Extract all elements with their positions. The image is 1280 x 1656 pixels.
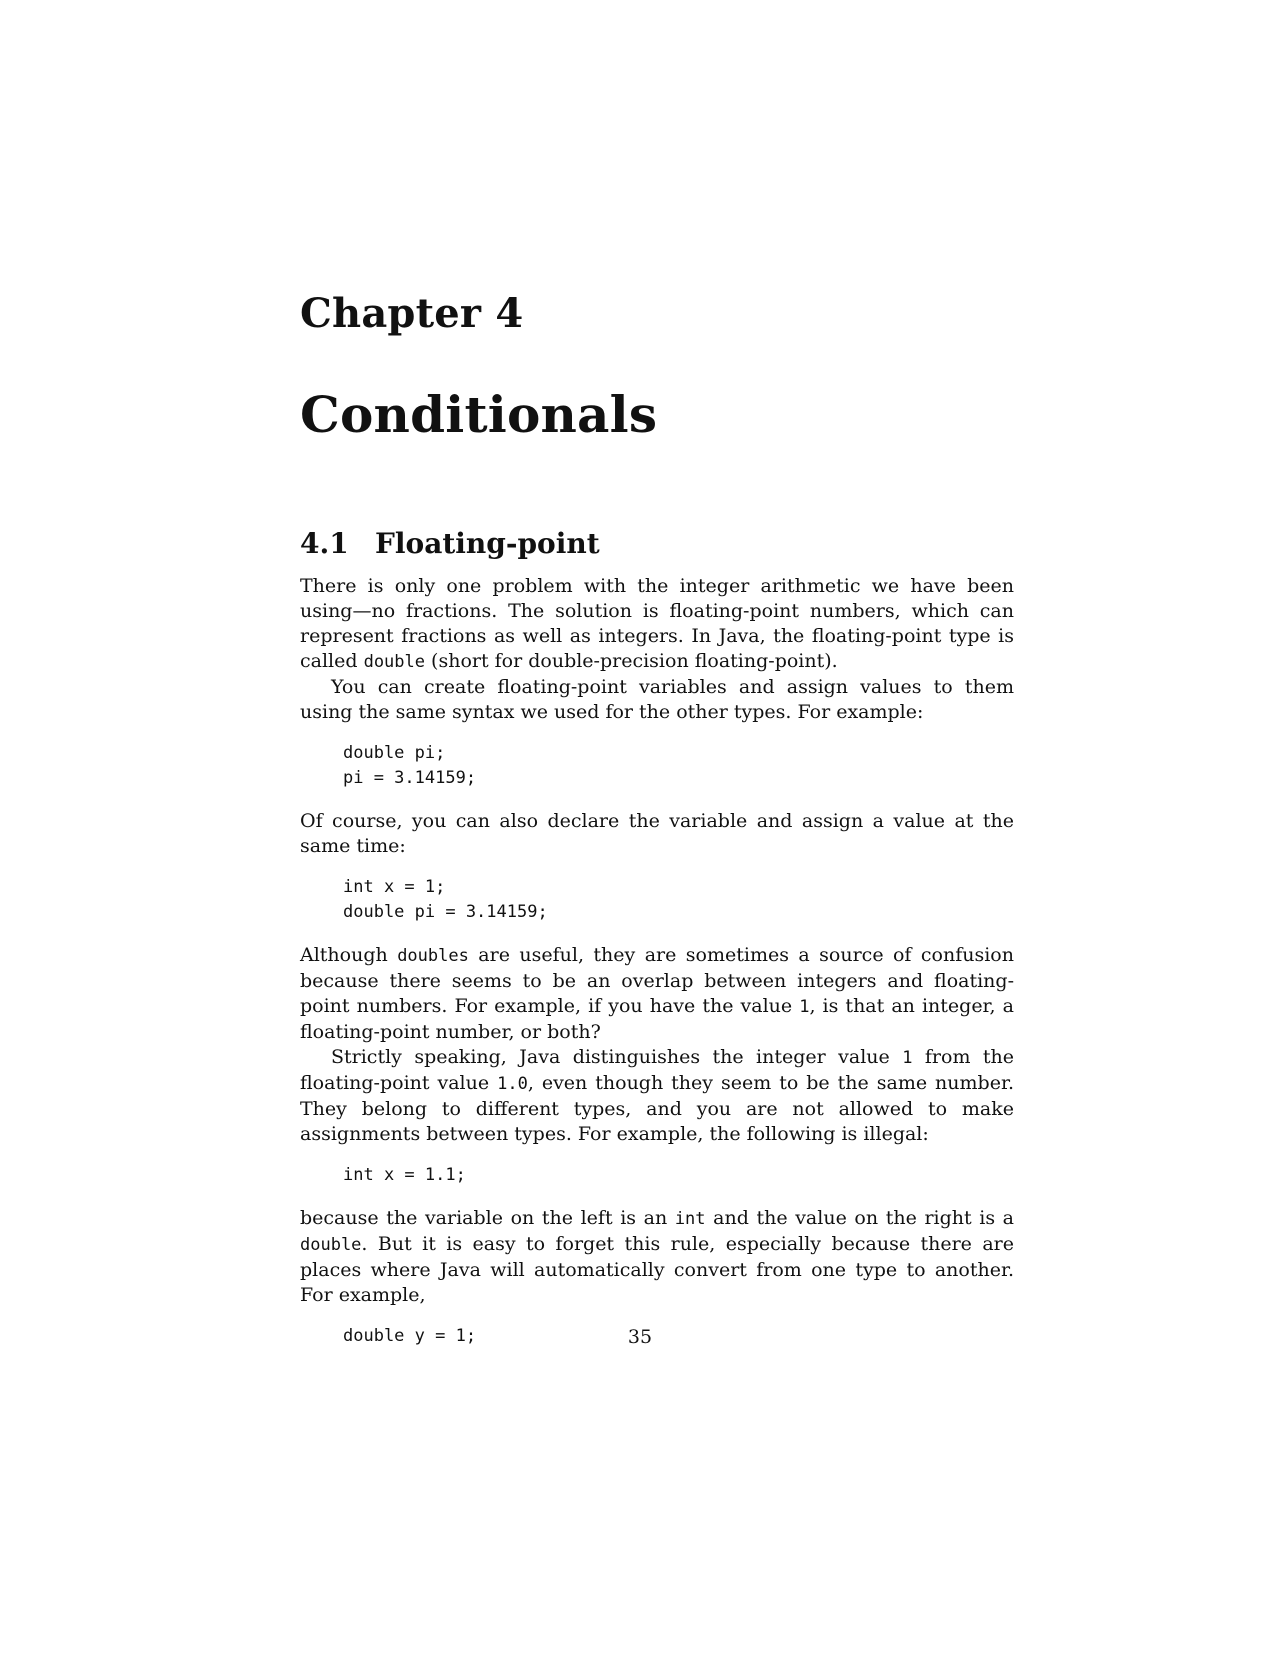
paragraph-text: (short for double-precision floating-point). xyxy=(425,650,838,672)
chapter-title: Conditionals xyxy=(300,385,658,444)
paragraph-conversion xyxy=(300,1206,1014,1308)
code-block-declare-pi: double pi; pi = 3.14159; xyxy=(343,743,477,788)
inline-code-one: 1 xyxy=(799,997,810,1017)
paragraph-text: There is only one problem with the integer arithmetic we have been using—no fractions. The solution is floating-point numbers, which can represent fractions as well as integers. In Java, the floating-point type is called xyxy=(300,575,1014,672)
paragraph-declare-and-assign xyxy=(300,809,1014,859)
paragraph-text: , even though they seem to be the same number. They belong to different types, and you are not allowed to make assignments between types. For example, the following is illegal: xyxy=(300,1072,1014,1145)
inline-code-doubles: doubles xyxy=(397,946,469,966)
paragraph-text: from the floating-point value xyxy=(300,1046,1015,1094)
paragraph-text: are useful, they are sometimes a source of confusion because there seems to be an overlap between integers and floating-point numbers. For example, if you have the value xyxy=(300,944,1014,1017)
inline-code-one-point-zero: 1.0 xyxy=(497,1074,528,1094)
paragraph-confusion xyxy=(300,943,1014,1045)
code-block-auto-conversion: double y = 1; xyxy=(343,1326,477,1346)
inline-code-double: double xyxy=(300,1235,362,1255)
section-title: Floating-point xyxy=(375,527,600,560)
section-number: 4.1 xyxy=(300,527,349,560)
section-heading xyxy=(300,527,1014,560)
paragraph-text: Of course, you can also declare the variable and assign a value at the same time: xyxy=(300,810,1014,857)
paragraph-text: because the variable on the left is an xyxy=(300,1207,675,1229)
paragraph-text: Although xyxy=(300,944,398,966)
inline-code-double: double xyxy=(363,652,425,672)
chapter-label: Chapter 4 xyxy=(300,290,524,337)
inline-code-int: int xyxy=(674,1209,706,1229)
paragraph-types-distinguished xyxy=(300,1045,1014,1147)
page-number: 35 xyxy=(627,1326,653,1348)
paragraph-text: You can create floating-point variables and assign values to them using the same syntax we used for the other types. For example: xyxy=(300,676,1014,723)
paragraph-text: and the value on the right is a xyxy=(705,1207,1015,1229)
code-block-illegal-assignment: int x = 1.1; xyxy=(343,1165,466,1185)
paragraph-text: , is that an integer, a floating-point number, or both? xyxy=(300,995,1014,1043)
paragraph-intro xyxy=(300,574,1014,675)
code-block-init-values: int x = 1; double pi = 3.14159; xyxy=(343,877,548,922)
inline-code-one: 1 xyxy=(902,1048,913,1068)
paragraph-text: Strictly speaking, Java distinguishes the integer value xyxy=(331,1046,903,1068)
section-floating-point xyxy=(300,527,1015,1367)
paragraph-text: . But it is easy to forget this rule, especially because there are places where Java will automatically convert from one type to another. For example, xyxy=(300,1233,1014,1306)
paragraph-create-variables xyxy=(300,675,1014,725)
